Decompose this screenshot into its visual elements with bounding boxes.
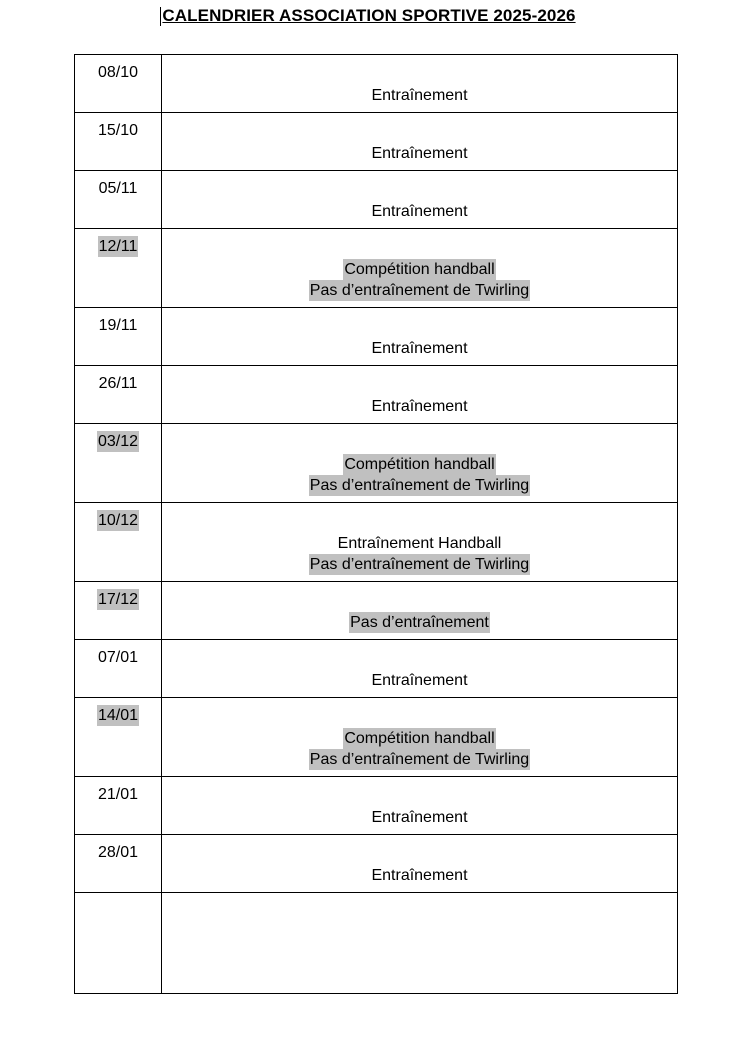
table-row bbox=[75, 698, 678, 777]
document-title-text: CALENDRIER ASSOCIATION SPORTIVE 2025-2026 bbox=[162, 6, 576, 25]
table-row bbox=[75, 424, 678, 503]
date-text: 03/12 bbox=[97, 433, 139, 450]
event-cell[interactable] bbox=[162, 171, 678, 229]
date-text: 07/01 bbox=[97, 649, 139, 666]
text-cursor bbox=[160, 7, 161, 26]
event-text: Pas d’entraînement bbox=[350, 614, 489, 631]
date-text: 17/12 bbox=[97, 591, 139, 608]
document-title[interactable] bbox=[160, 6, 575, 26]
event-text: Entraînement bbox=[371, 145, 468, 162]
table-row-empty bbox=[75, 893, 678, 994]
event-text: Entraînement bbox=[371, 203, 468, 220]
table-row bbox=[75, 835, 678, 893]
table-row bbox=[75, 640, 678, 698]
event-text: Compétition handball bbox=[344, 456, 495, 473]
event-cell[interactable] bbox=[162, 503, 678, 582]
event-cell[interactable] bbox=[162, 893, 678, 994]
event-text: Entraînement bbox=[371, 672, 468, 689]
calendar-table bbox=[74, 54, 678, 994]
table-row bbox=[75, 777, 678, 835]
date-text: 28/01 bbox=[97, 844, 139, 861]
date-text: 15/10 bbox=[97, 122, 139, 139]
date-cell[interactable] bbox=[75, 308, 162, 366]
date-text: 21/01 bbox=[97, 786, 139, 803]
event-text: Compétition handball bbox=[344, 730, 495, 747]
table-row bbox=[75, 113, 678, 171]
event-cell[interactable] bbox=[162, 424, 678, 503]
event-cell[interactable] bbox=[162, 308, 678, 366]
title-area bbox=[0, 6, 736, 26]
event-text: Pas d’entraînement de Twirling bbox=[309, 477, 530, 494]
date-cell[interactable] bbox=[75, 640, 162, 698]
table-row bbox=[75, 229, 678, 308]
date-cell[interactable] bbox=[75, 893, 162, 994]
table-row bbox=[75, 308, 678, 366]
event-text: Compétition handball bbox=[344, 261, 495, 278]
date-cell[interactable] bbox=[75, 777, 162, 835]
date-cell[interactable] bbox=[75, 503, 162, 582]
event-cell[interactable] bbox=[162, 777, 678, 835]
date-text: 10/12 bbox=[97, 512, 139, 529]
date-cell[interactable] bbox=[75, 366, 162, 424]
event-text: Entraînement bbox=[371, 87, 468, 104]
event-cell[interactable] bbox=[162, 582, 678, 640]
event-text: Entraînement bbox=[371, 340, 468, 357]
date-text: 19/11 bbox=[98, 317, 138, 334]
date-cell[interactable] bbox=[75, 698, 162, 777]
table-row bbox=[75, 503, 678, 582]
table-row bbox=[75, 171, 678, 229]
date-cell[interactable] bbox=[75, 113, 162, 171]
table-row bbox=[75, 582, 678, 640]
date-text: 12/11 bbox=[98, 238, 138, 255]
event-cell[interactable] bbox=[162, 366, 678, 424]
date-cell[interactable] bbox=[75, 582, 162, 640]
date-text: 08/10 bbox=[97, 64, 139, 81]
table-row bbox=[75, 55, 678, 113]
event-text: Entraînement Handball bbox=[337, 535, 502, 552]
table-row bbox=[75, 366, 678, 424]
event-text: Pas d’entraînement de Twirling bbox=[309, 556, 530, 573]
date-cell[interactable] bbox=[75, 424, 162, 503]
date-cell[interactable] bbox=[75, 171, 162, 229]
date-cell[interactable] bbox=[75, 229, 162, 308]
event-cell[interactable] bbox=[162, 698, 678, 777]
event-text: Pas d’entraînement de Twirling bbox=[309, 751, 530, 768]
event-text: Entraînement bbox=[371, 867, 468, 884]
event-cell[interactable] bbox=[162, 229, 678, 308]
event-cell[interactable] bbox=[162, 113, 678, 171]
event-cell[interactable] bbox=[162, 640, 678, 698]
date-text: 26/11 bbox=[98, 375, 138, 392]
date-cell[interactable] bbox=[75, 835, 162, 893]
event-cell[interactable] bbox=[162, 835, 678, 893]
event-text: Pas d’entraînement de Twirling bbox=[309, 282, 530, 299]
date-text: 14/01 bbox=[97, 707, 139, 724]
event-text: Entraînement bbox=[371, 398, 468, 415]
date-cell[interactable] bbox=[75, 55, 162, 113]
event-cell[interactable] bbox=[162, 55, 678, 113]
event-text: Entraînement bbox=[371, 809, 468, 826]
date-text: 05/11 bbox=[98, 180, 138, 197]
